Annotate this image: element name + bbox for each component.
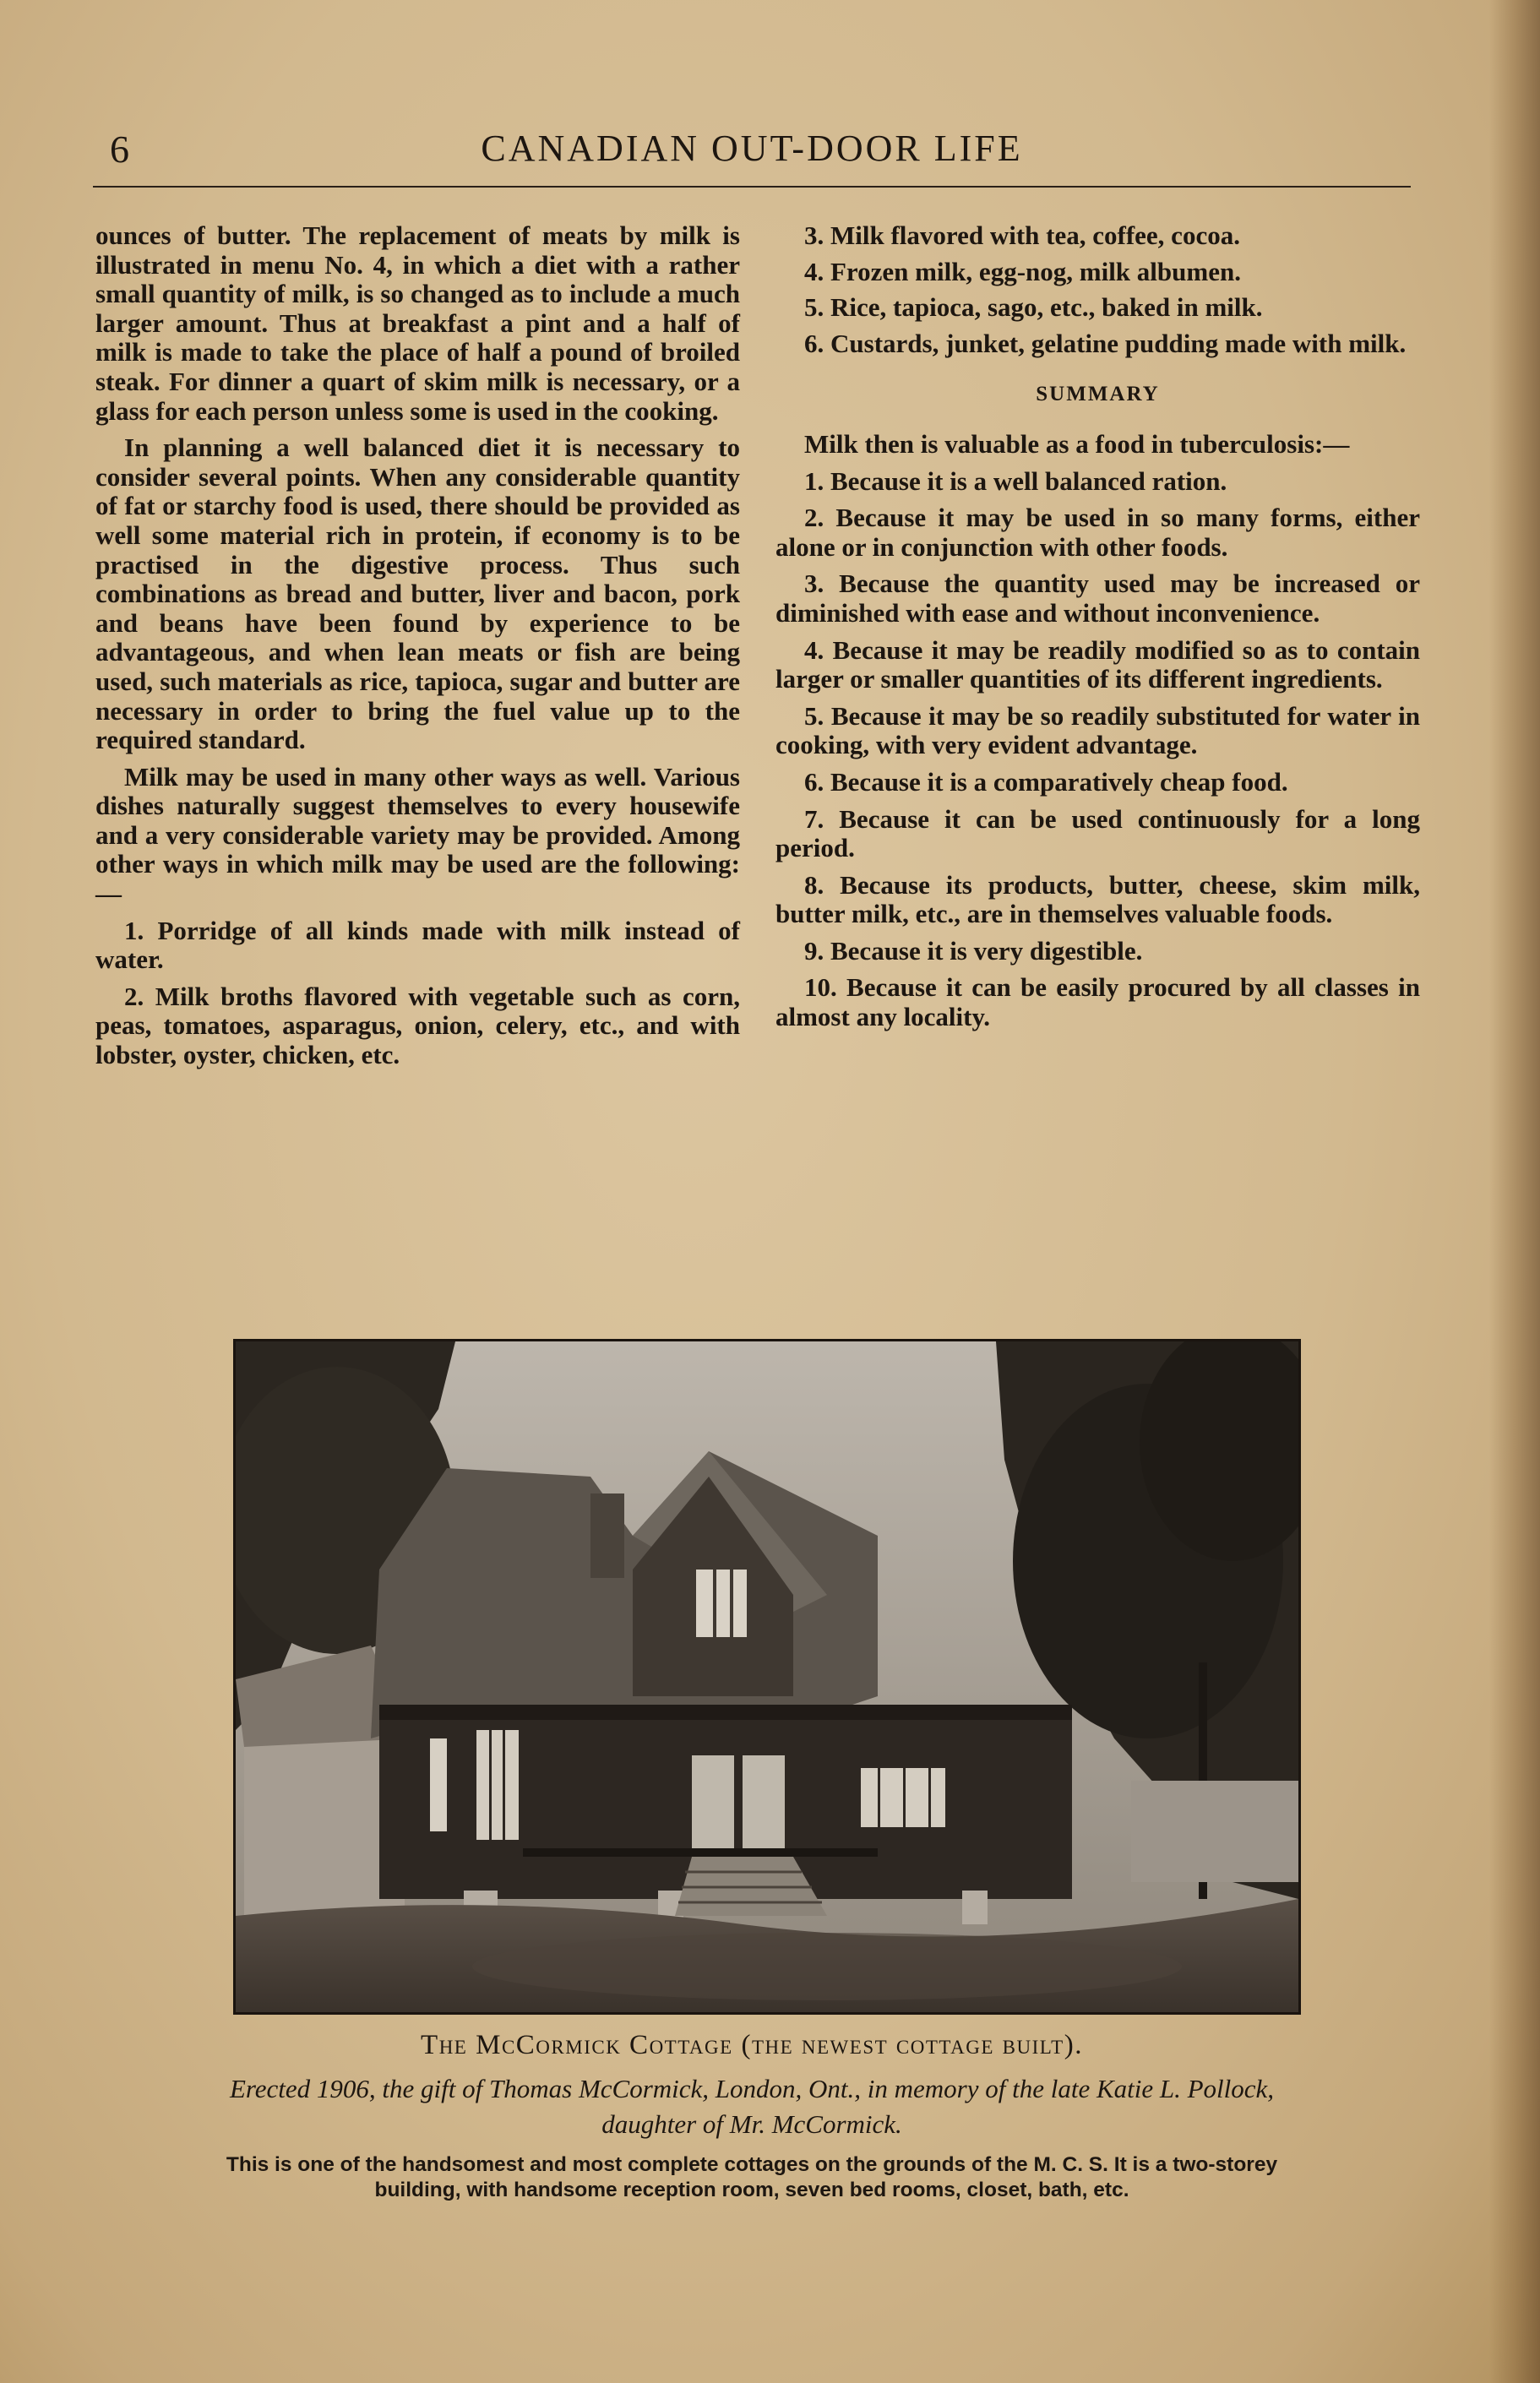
summary-item: 3. Because the quantity used may be increased or diminished with ease and without inconvenience. [775,569,1420,628]
page-header [93,127,1411,186]
header-rule [93,186,1411,188]
summary-item: 4. Because it may be readily modified so as to contain larger or smaller quantities of its different ingredients. [775,634,1420,694]
list-item: 6. Custards, junket, gelatine pudding made with milk. [804,328,1407,358]
paragraph: ounces of butter. The replacement of meats by milk is illustrated in menu No. 4, in which a diet with a rather small quantity of milk, is so changed as to include a much larger amount. Thus at breakfast a pint and a half of milk is made to take the place of half a pound of broiled steak. For dinner a quart of skim milk is necessary, or a glass for each person unless some is used in the cooking. [95,220,740,426]
summary-item: 6. Because it is a comparatively cheap food. [804,766,1288,797]
running-title: CANADIAN OUT-DOOR LIFE [481,128,1023,169]
right-column [775,221,1420,1040]
summary-item: 7. Because it can be used continuously for a long period. [775,803,1420,863]
summary-heading: SUMMARY [1036,383,1160,406]
list-item: 3. Milk flavored with tea, coffee, cocoa. [804,220,1240,250]
figure-caption-title: The McCormick Cottage (the newest cottage built). [421,2030,1083,2060]
cottage-photo-illustration [236,1341,1298,2012]
list-item: 4. Frozen milk, egg-nog, milk albumen. [804,256,1241,286]
page-number: 6 [110,128,129,171]
figure-caption-dedication: Erected 1906, the gift of Thomas McCormick, London, Ont., in memory of the late Katie L. Pollock, daughter of Mr. McCormick. [229,2074,1275,2139]
summary-intro: Milk then is valuable as a food in tuberculosis:— [804,428,1350,459]
paragraph: Milk may be used in many other ways as well. Various dishes naturally suggest themselves to every housewife and a very considerable variety may be provided. Among other ways in which milk may be used are the following:— [95,761,740,909]
paragraph: In planning a well balanced diet it is necessary to consider several points. When any considerable quantity of fat or starchy food is used, there should be provided as well some material rich in protein, if economy is to be practised in the digestive process. Thus such combinations as bread and butter, liver and bacon, pork and beans have been found by experience to be advantageous, and when lean meats or fish are being used, such materials as rice, tapioca, sugar and butter are necessary in order to bring the fuel value up to the required standard. [95,433,740,755]
page-spine-shadow [1489,0,1540,2383]
list-item: 5. Rice, tapioca, sago, etc., baked in milk. [804,292,1263,323]
cottage-photograph [233,1339,1301,2015]
summary-item: 9. Because it is very digestible. [804,935,1143,966]
summary-item: 8. Because its products, butter, cheese, skim milk, butter milk, etc., are in themselves valuable foods. [775,869,1420,929]
summary-item: 10. Because it can be easily procured by all classes in almost any locality. [775,972,1420,1032]
list-item: 2. Milk broths flavored with vegetable such as corn, peas, tomatoes, asparagus, onion, celery, etc., and with lobster, oyster, chicken, etc. [95,981,740,1070]
summary-item: 2. Because it may be used in so many forms, either alone or in conjunction with other foods. [775,503,1420,562]
list-item: 1. Porridge of all kinds made with milk instead of water. [95,915,740,975]
summary-item: 1. Because it is a well balanced ration. [804,465,1227,496]
summary-item: 5. Because it may be so readily substituted for water in cooking, with very evident advantage. [775,700,1420,760]
figure-caption-note: This is one of the handsomest and most complete cottages on the grounds of the M. C. S. It is a two-storey building, with handsome reception room, seven bed rooms, closet, bath, etc. [226,2153,1278,2201]
left-column [95,221,740,1078]
